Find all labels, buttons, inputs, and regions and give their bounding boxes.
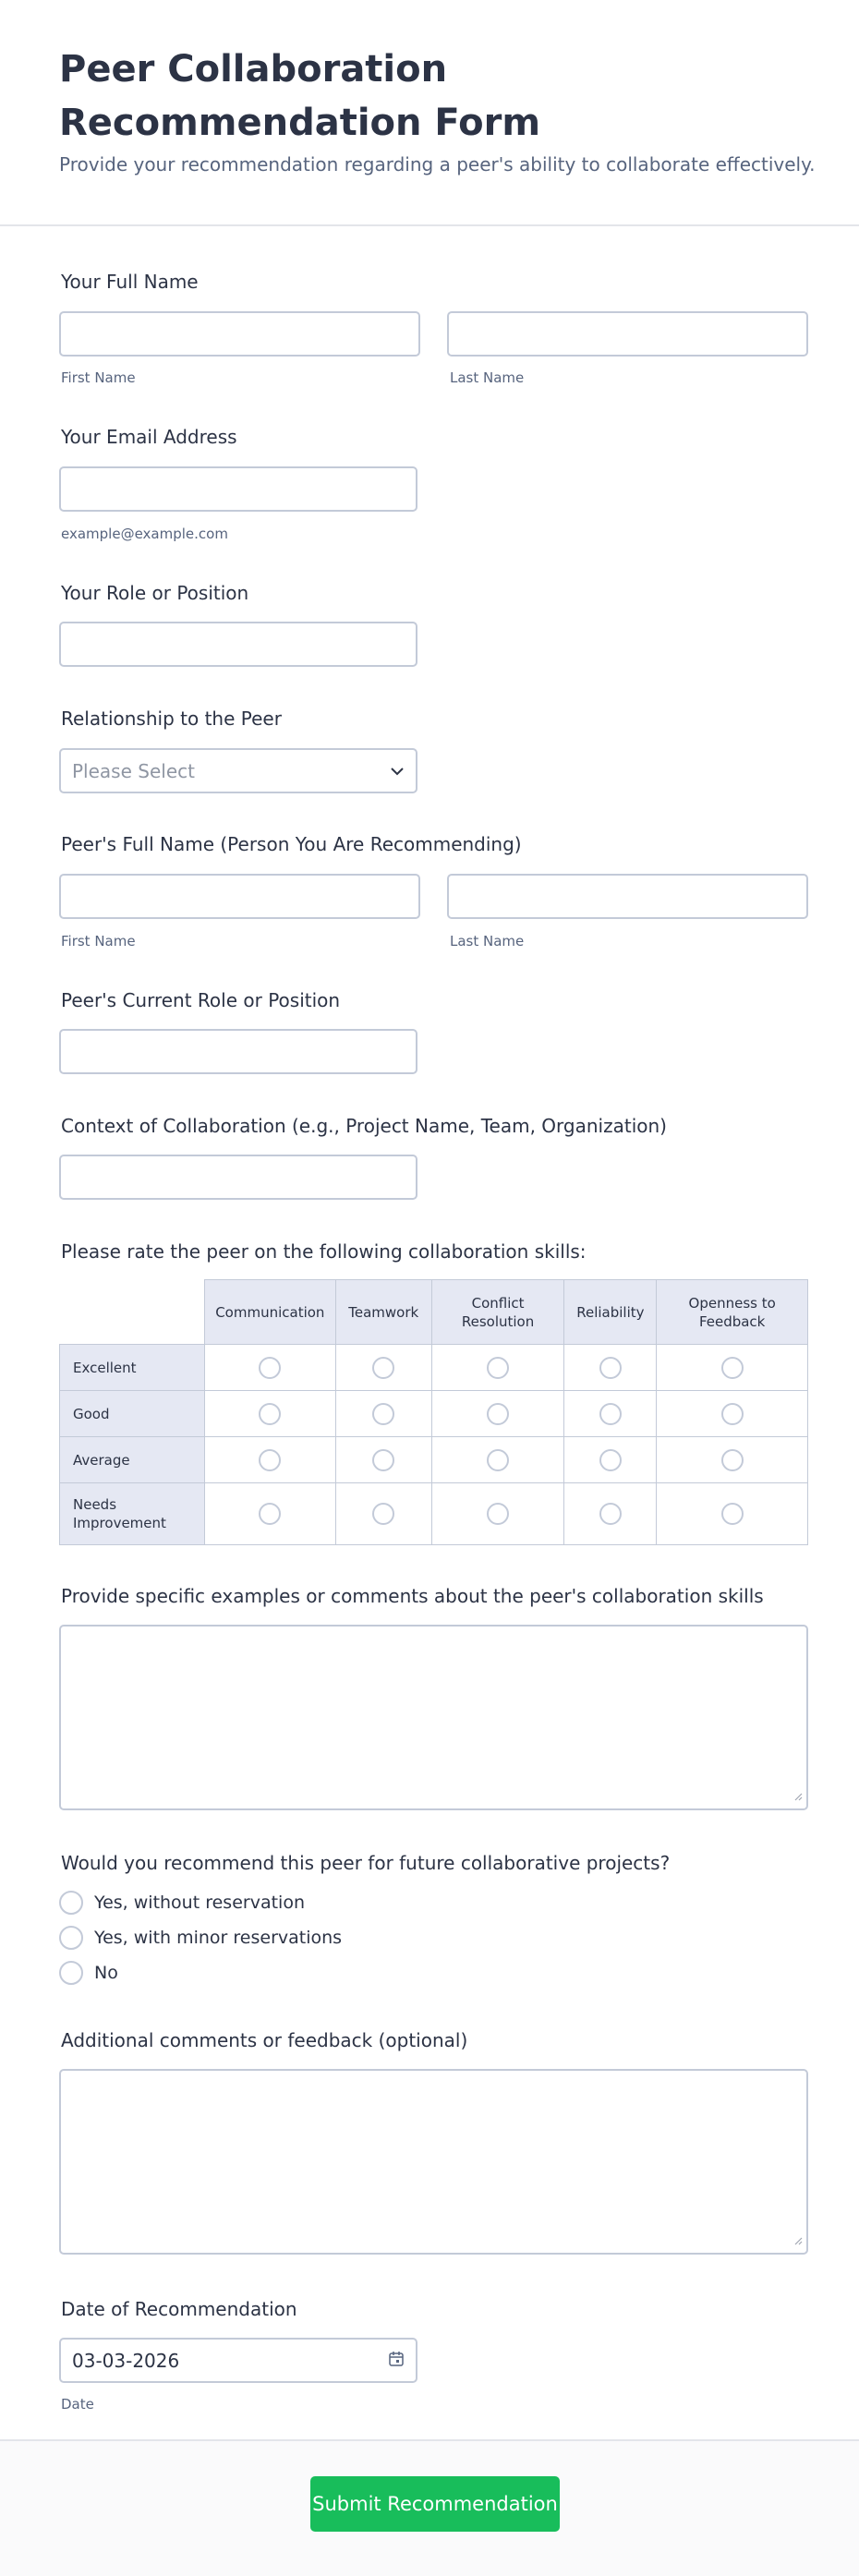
email-label: Your Email Address — [61, 426, 237, 448]
matrix-radio[interactable] — [259, 1357, 281, 1379]
matrix-row-average: Average — [60, 1437, 205, 1483]
matrix-radio[interactable] — [721, 1449, 744, 1471]
first-name-input[interactable] — [59, 311, 420, 357]
recommend-option-label: Yes, with minor reservations — [94, 1928, 343, 1948]
matrix-col-communication: Communication — [204, 1280, 335, 1345]
matrix-radio[interactable] — [721, 1503, 744, 1525]
resize-handle-icon[interactable] — [793, 2231, 803, 2249]
peer-last-name-input[interactable] — [447, 874, 808, 919]
recommend-option-minor[interactable] — [59, 1926, 342, 1950]
recommend-option-label: No — [94, 1963, 118, 1983]
last-name-input[interactable] — [447, 311, 808, 357]
peer-first-name-input[interactable] — [59, 874, 420, 919]
recommend-option-label: Yes, without reservation — [94, 1893, 305, 1913]
matrix-radio[interactable] — [372, 1503, 394, 1525]
matrix-col-reliability: Reliability — [564, 1280, 657, 1345]
form-header — [0, 0, 859, 226]
matrix-col-conflict-resolution: Conflict Resolution — [431, 1280, 564, 1345]
radio-circle[interactable] — [59, 1961, 83, 1985]
peer-role-label: Peer's Current Role or Position — [61, 989, 341, 1011]
matrix-radio[interactable] — [259, 1449, 281, 1471]
matrix-radio[interactable] — [372, 1357, 394, 1379]
matrix-radio[interactable] — [721, 1357, 744, 1379]
email-input[interactable] — [59, 466, 417, 512]
rating-label: Please rate the peer on the following collaboration skills: — [61, 1240, 587, 1263]
page-title: Peer Collaboration Recommendation Form — [59, 48, 541, 144]
examples-textarea[interactable] — [59, 1625, 808, 1810]
matrix-radio[interactable] — [599, 1503, 622, 1525]
context-label: Context of Collaboration (e.g., Project Name, Team, Organization) — [61, 1115, 667, 1137]
matrix-col-openness: Openness to Feedback — [657, 1280, 808, 1345]
radio-circle[interactable] — [59, 1926, 83, 1950]
matrix-row-good: Good — [60, 1391, 205, 1437]
matrix-radio[interactable] — [599, 1357, 622, 1379]
form-footer — [0, 2439, 859, 2576]
matrix-corner — [60, 1280, 205, 1345]
peer-name-label: Peer's Full Name (Person You Are Recommending) — [61, 833, 522, 855]
resize-handle-icon[interactable] — [793, 1787, 803, 1805]
relationship-select-placeholder: Please Select — [72, 759, 195, 782]
date-value: 03-03-2026 — [72, 2349, 180, 2372]
matrix-radio[interactable] — [599, 1449, 622, 1471]
first-name-sublabel: First Name — [61, 369, 136, 386]
radio-circle[interactable] — [59, 1891, 83, 1915]
recommend-option-no[interactable] — [59, 1961, 118, 1985]
matrix-row-needs-improvement: Needs Improvement — [60, 1483, 205, 1545]
context-input[interactable] — [59, 1155, 417, 1200]
matrix-row-excellent: Excellent — [60, 1345, 205, 1391]
matrix-radio[interactable] — [372, 1449, 394, 1471]
peer-role-input[interactable] — [59, 1029, 417, 1074]
submit-button[interactable]: Submit Recommendation — [310, 2476, 560, 2532]
matrix-radio[interactable] — [599, 1403, 622, 1425]
matrix-radio[interactable] — [487, 1449, 509, 1471]
matrix-radio[interactable] — [487, 1503, 509, 1525]
relationship-label: Relationship to the Peer — [61, 707, 282, 730]
matrix-col-teamwork: Teamwork — [335, 1280, 431, 1345]
matrix-radio[interactable] — [487, 1357, 509, 1379]
matrix-radio[interactable] — [487, 1403, 509, 1425]
chevron-down-icon — [390, 762, 405, 780]
calendar-icon[interactable] — [388, 2351, 405, 2371]
full-name-label: Your Full Name — [61, 271, 199, 293]
additional-label: Additional comments or feedback (optional) — [61, 2029, 468, 2051]
peer-first-name-sublabel: First Name — [61, 933, 136, 949]
peer-last-name-sublabel: Last Name — [450, 933, 525, 949]
matrix-radio[interactable] — [259, 1503, 281, 1525]
date-sublabel: Date — [61, 2396, 94, 2413]
last-name-sublabel: Last Name — [450, 369, 525, 386]
rating-matrix — [59, 1279, 808, 1545]
page-subtitle: Provide your recommendation regarding a peer's ability to collaborate effectively. — [59, 153, 816, 175]
recommend-label: Would you recommend this peer for future collaborative projects? — [61, 1852, 671, 1874]
matrix-radio[interactable] — [721, 1403, 744, 1425]
recommend-option-yes[interactable] — [59, 1891, 305, 1915]
matrix-radio[interactable] — [259, 1403, 281, 1425]
email-sublabel: example@example.com — [61, 526, 228, 542]
date-input[interactable] — [59, 2338, 417, 2383]
examples-label: Provide specific examples or comments about the peer's collaboration skills — [61, 1585, 764, 1607]
role-label: Your Role or Position — [61, 582, 249, 604]
additional-textarea[interactable] — [59, 2069, 808, 2255]
role-input[interactable] — [59, 622, 417, 667]
relationship-select[interactable] — [59, 748, 417, 793]
date-label: Date of Recommendation — [61, 2298, 297, 2320]
matrix-radio[interactable] — [372, 1403, 394, 1425]
